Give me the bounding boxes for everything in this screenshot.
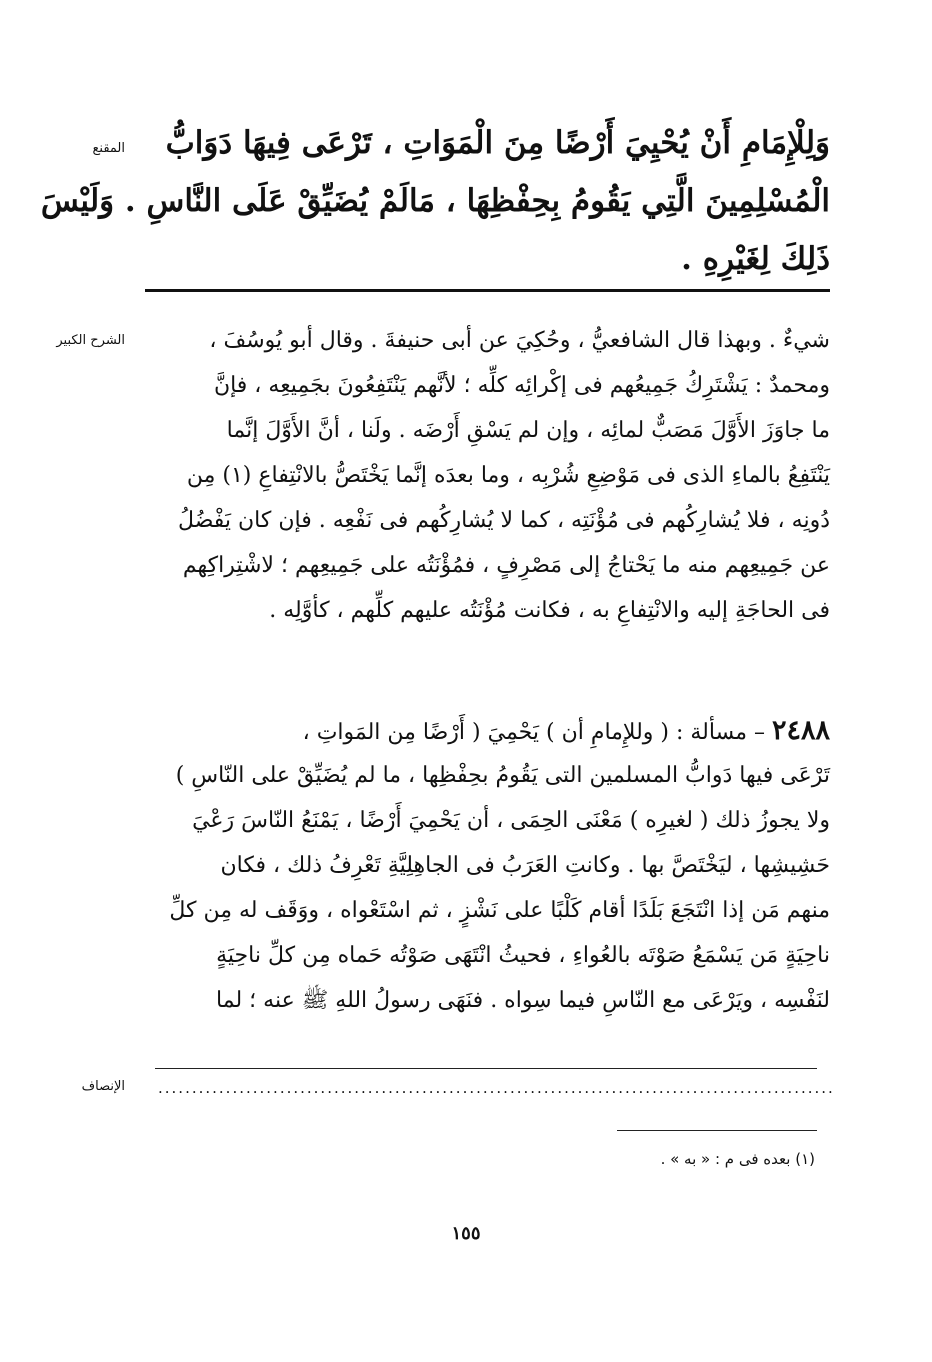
footnote: (١) بعده فى م : « به » . [660,1150,815,1168]
muqni-line: وَلِلْإِمَامِ أَنْ يُحْيِيَ أَرْضًا مِنَ الْمَوَاتِ ، تَرْعَى فِيهَا دَوَابُّ [165,125,830,161]
sharh-line: شيءٌ . وبهذا قال الشافعيُّ ، وحُكِيَ عن أبى حنيفةَ . وقال أبو يُوسُفَ ، [209,328,830,353]
sharh-line: يَنْتَفِعُ بالماءِ الذى فى مَوْضِعِ شُرْبِه ، وما بعدَه إنَّما يَخْتَصُّ بالانْتِفاعِ (١) مِن [186,463,830,488]
label-insaf: الإنصاف [81,1079,125,1094]
sharh-line: دُونِه ، فلا يُشارِكُهم فى مُؤْنَتِه ، كما لا يُشارِكُهم فى نَفْعِه . فإن كان يَفْضُلُ [178,508,830,533]
masala-number: ٢٤٨٨ [771,715,830,746]
masala-line [145,708,830,753]
section-divider [145,289,830,292]
label-sharh: الشرح الكبير [56,333,125,348]
sharh-line: ومحمدٌ : يَشْتَرِكُ جَمِيعُهم فى إكْرائِه كلِّه ؛ لأنَّهم يَنْتَفِعُونَ بجَمِيعِه ، فإنَّ [213,373,830,398]
muqni-line: الْمُسْلِمِينَ الَّتِي يَقُومُ بِحِفْظِهَا ، مَالَمْ يُضَيِّقْ عَلَى النَّاسِ . وَلَيْسَ [40,183,830,219]
insaf-dotted-line: .................................................................................................... [158,1079,835,1097]
masala-line: تَرْعَى فيها دَوابُّ المسلمين التى يَقُومُ بحِفْظِها ، ما لم يُضَيِّقْ على النّاسِ ) [175,763,830,788]
masala-line: ولا يجوزُ ذلك ( لغيرِه ) مَعْنَى الحِمَى ، أن يَحْمِيَ أَرْضًا ، يَمْنَعُ النّاسَ رَعْيَ [192,808,830,833]
sharh-line: فى الحاجَةِ إليه والانْتِفاعِ به ، فكانت مُؤْنَتُه عليهم كلِّهم ، كأوَّلِه . [269,598,830,623]
masala-heading: – مسألة : ( وللإِمامِ أن ) يَحْمِيَ ( أَرْضًا مِن المَواتِ ، [302,720,765,745]
footnote-divider [617,1130,817,1131]
sharh-line: عن جَمِيعِهم منه ما يَحْتاجُ إلى مَصْرِفٍ ، فمُؤْنَتُه على جَمِيعِهم ؛ لاشْتِراكِهم [182,553,830,578]
masala-line: ناحِيَةٍ مَن يَسْمَعُ صَوْتَه بالعُواءِ ، فحيثُ انْتَهَى صَوْتُه حَماه مِن كلِّ ناحِيَةٍ [216,943,830,968]
insaf-divider [155,1068,817,1069]
masala-line: لنَفْسِه ، ويَرْعَى مع النّاسِ فيما سِواه . فنَهَى رسولُ اللهِ ﷺ عنه ؛ لما [216,988,830,1013]
masala-text [145,708,830,1023]
page-number: ١٥٥ [451,1223,481,1244]
masala-line: حَشِيشِها ، ليَخْتَصَّ بها . وكانتِ العَرَبُ فى الجاهِلِيَّةِ تَعْرِفُ ذلك ، فكان [220,853,830,878]
label-muqni: المقنع [92,141,125,156]
sharh-text [145,318,830,633]
muqni-line: ذَلِكَ لِغَيْرِهِ . [681,241,830,277]
sharh-line: ما جاوَزَ الأَوَّلَ مَصَبٌّ لمائِه ، وإن لم يَسْقِ أَرْضَه . ولَنا ، أنَّ الأَوَّلَ إنَّما [226,418,830,443]
masala-line: منهم مَن إذا انْتَجَعَ بَلَدًا أقام كَلْبًا على نَشْزٍ ، ثم اسْتَعْواه ، ووَقَف له مِن كلِّ [169,898,830,923]
